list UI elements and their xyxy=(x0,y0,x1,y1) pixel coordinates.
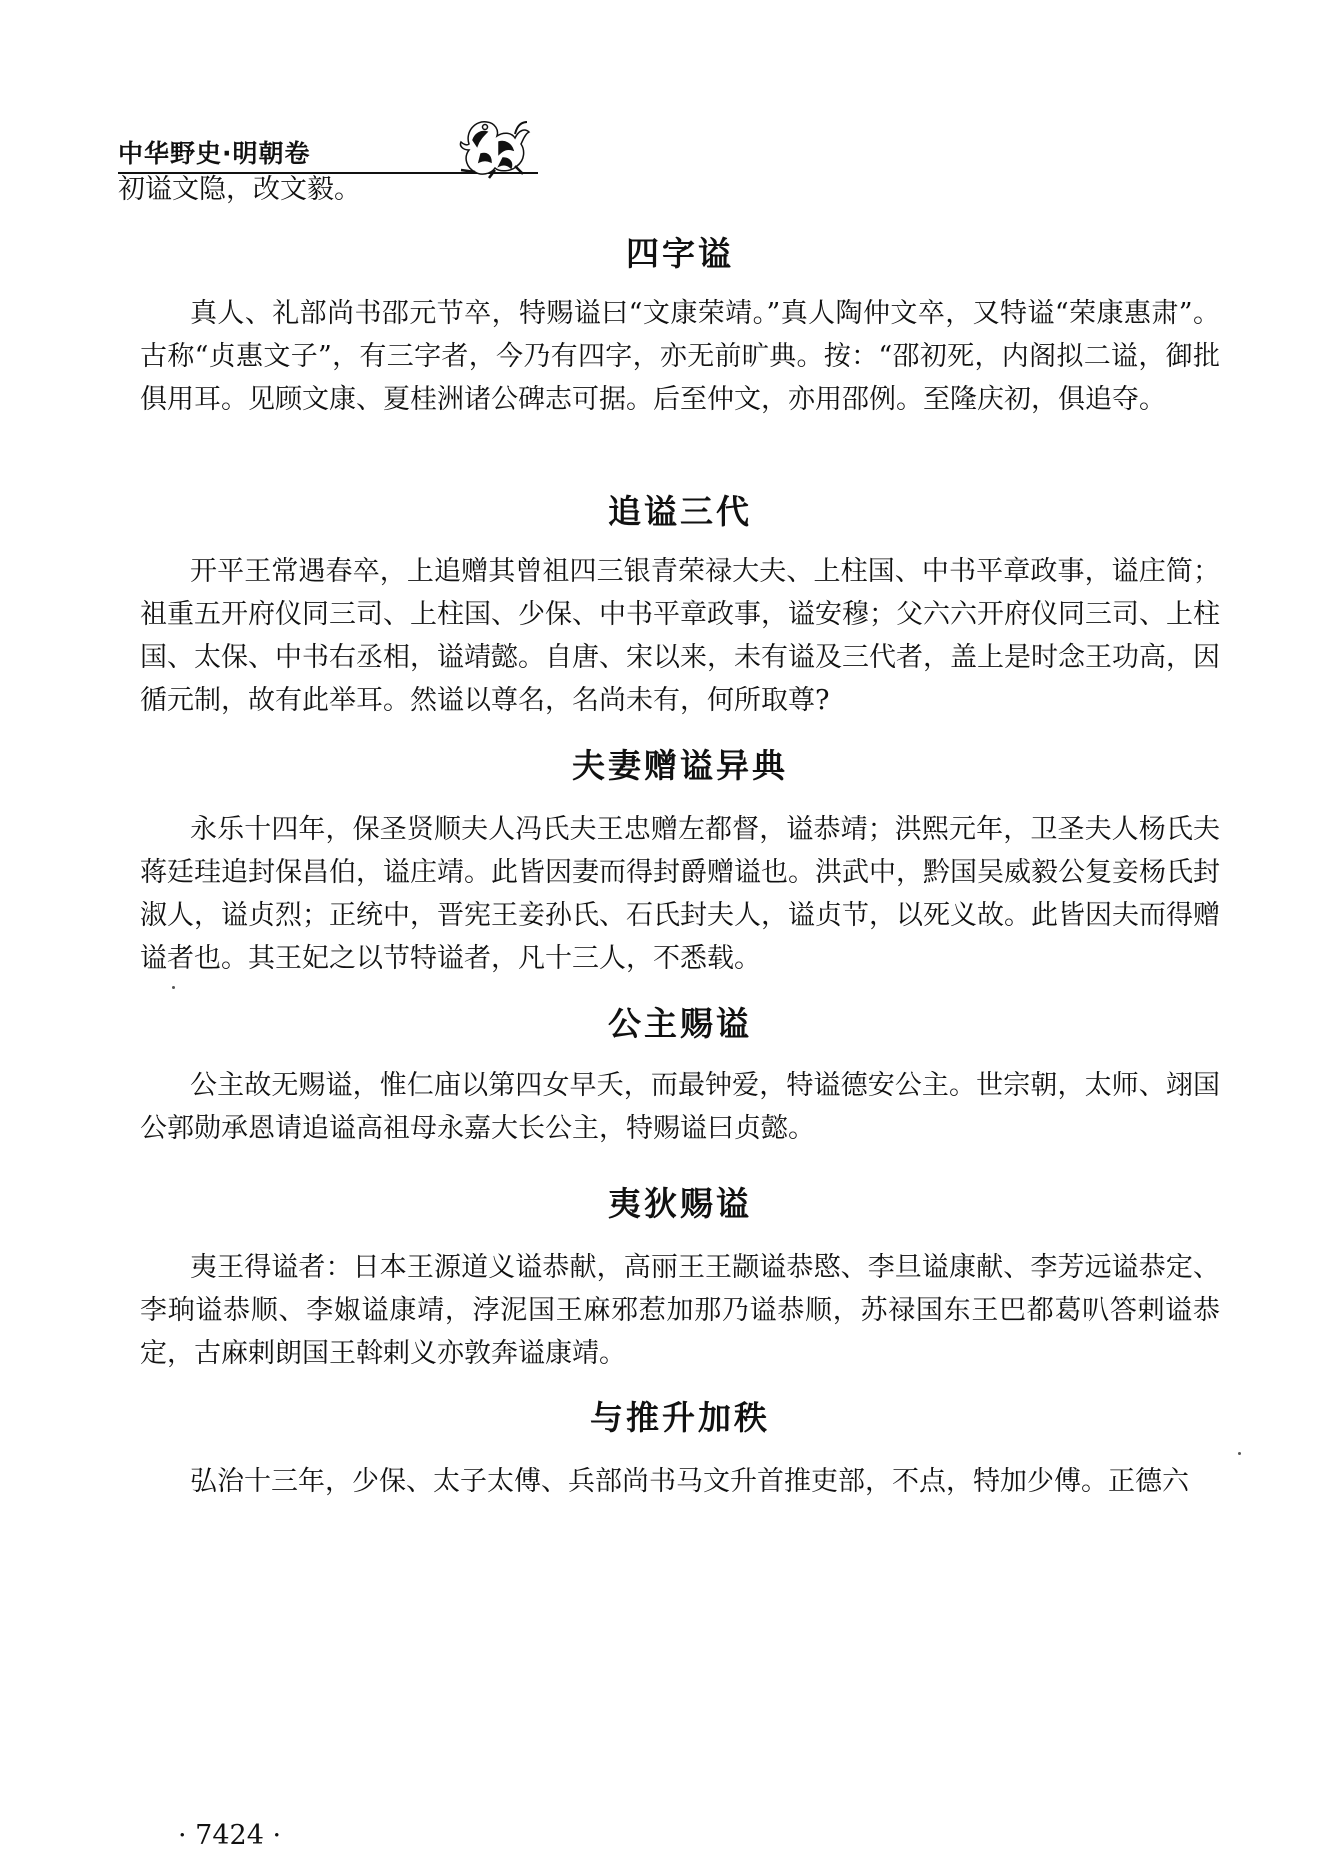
page-number: · 7424 · xyxy=(178,1820,282,1851)
section-heading-6: 与推升加秩 xyxy=(590,1398,770,1437)
scan-speck xyxy=(172,986,175,989)
intro-line: 初谥文隐，改文毅。 xyxy=(118,174,361,205)
book-title: 中华野史·明朝卷 xyxy=(118,139,311,168)
section-heading-1: 四字谥 xyxy=(626,234,734,273)
section-text-6: 弘治十三年，少保、太子太傅、兵部尚书马文升首推吏部，不点，特加少傅。正德六 xyxy=(190,1466,1189,1497)
section-text-5: 夷王得谥者：日本王源道义谥恭献，高丽王王颛谥恭愍、李旦谥康献、李芳远谥恭定、李珦谥恭顺、李婌谥康靖，浡泥国王麻邪惹加那乃谥恭顺，苏禄国东王巴都葛叭答剌谥恭定，古麻剌朗国王斡剌义亦敦奔谥康靖。 xyxy=(140,1252,1220,1369)
section-heading-3: 夫妻赠谥异典 xyxy=(572,746,788,785)
section-heading-4: 公主赐谥 xyxy=(608,1004,752,1043)
section-text-2: 开平王常遇春卒，上追赠其曾祖四三银青荣禄大夫、上柱国、中书平章政事，谥庄简；祖重五开府仪同三司、上柱国、少保、中书平章政事，谥安穆；父六六开府仪同三司、上柱国、太保、中书右丞相，谥靖懿。自唐、宋以来，未有谥及三代者，盖上是时念王功高，因循元制，故有此举耳。然谥以尊名，名尚未有，何所取尊? xyxy=(140,556,1220,716)
section-heading-5: 夷狄赐谥 xyxy=(608,1184,752,1223)
section-text-1: 真人、礼部尚书邵元节卒，特赐谥曰“文康荣靖。”真人陶仲文卒，又特谥“荣康惠肃”。古称“贞惠文子”，有三字者，今乃有四字，亦无前旷典。按：“邵初死，内阁拟二谥，御批俱用耳。见顾文康、夏桂洲诸公碑志可据。后至仲文，亦用邵例。至隆庆初，俱追夺。 xyxy=(140,298,1220,415)
section-heading-2: 追谥三代 xyxy=(608,492,752,531)
section-text-3: 永乐十四年，保圣贤顺夫人冯氏夫王忠赠左都督，谥恭靖；洪熙元年，卫圣夫人杨氏夫蒋廷珪追封保昌伯，谥庄靖。此皆因妻而得封爵赠谥也。洪武中，黔国吴威毅公复妾杨氏封淑人，谥贞烈；正统中，晋宪王妾孙氏、石氏封夫人，谥贞节，以死义故。此皆因夫而得赠谥者也。其王妃之以节特谥者，凡十三人，不悉载。 xyxy=(140,814,1220,974)
scan-speck xyxy=(1238,1452,1241,1455)
section-text-4: 公主故无赐谥，惟仁庙以第四女早夭，而最钟爱，特谥德安公主。世宗朝，太师、翊国公郭勋承恩请追谥高祖母永嘉大长公主，特赐谥曰贞懿。 xyxy=(140,1070,1220,1144)
